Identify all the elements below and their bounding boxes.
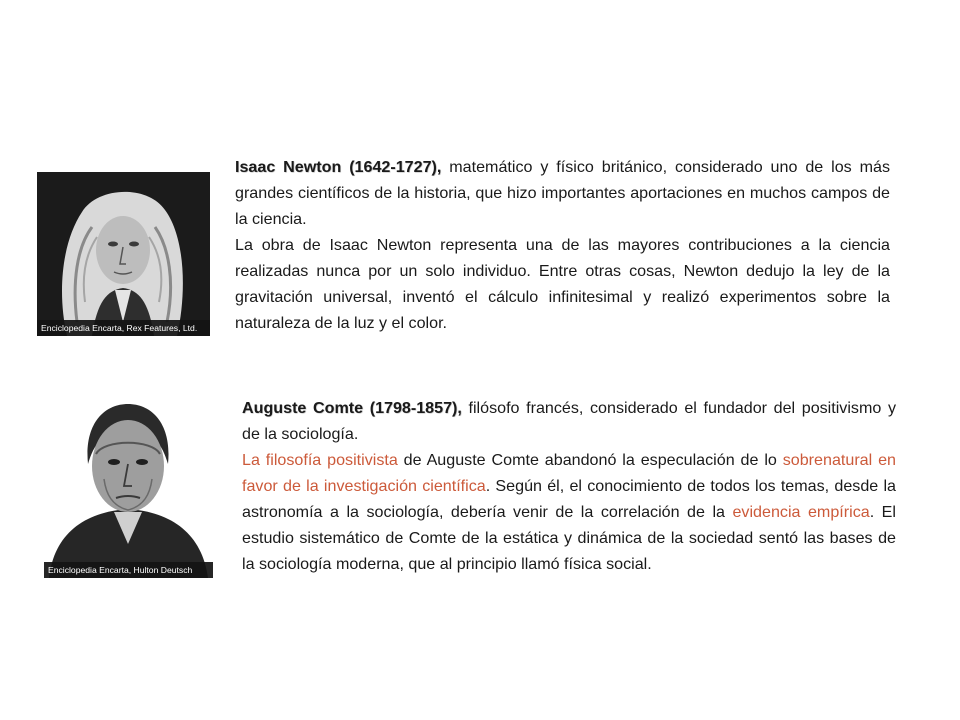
newton-paragraph: La obra de Isaac Newton representa una de las mayores contribuciones a la ciencia realizadas nunca por un solo individuo. Entre otras cosas, Newton dedujo la ley de la gravitación universal, inventó el cálculo infinitesimal y realizó experimentos sobre la naturaleza de la luz y el color. [235,236,890,332]
newton-portrait-illustration [37,172,210,336]
newton-name: Isaac Newton (1642-1727), [235,158,442,176]
comte-portrait-illustration [44,394,213,578]
comte-portrait [44,394,213,578]
comte-text-1: de Auguste Comte abandonó la especulación de lo [397,451,783,469]
positivist-philosophy-highlight: La filosofía positivista [242,451,398,469]
comte-text-block [242,395,896,577]
comte-intro-paragraph [242,395,896,447]
comte-image-caption: Enciclopedia Encarta, Hulton Deutsch [44,562,213,578]
newton-text-block [235,154,890,336]
newton-intro: matemático y físico británico, considerado uno de los más grandes científicos de la historia, que hizo importantes aportaciones en muchos campos de la ciencia. [235,158,891,228]
newton-intro-paragraph [235,154,890,232]
comte-name: Auguste Comte (1798-1857), [242,399,462,417]
newton-image-caption: Enciclopedia Encarta, Rex Features, Ltd. [37,320,210,336]
supernatural-highlight: sobrenatural en favor de la investigación científica [242,451,896,495]
newton-portrait [37,172,210,336]
comte-intro: filósofo francés, considerado el fundador del positivismo y de la sociología. [242,399,897,443]
comte-text-2: . Según él, el conocimiento de todos los temas, desde la astronomía a la sociología, debería venir de la correlación de la [242,477,896,521]
empirical-evidence-highlight: evidencia empírica [732,503,870,521]
comte-paragraph [242,447,896,577]
comte-text-3: . El estudio sistemático de Comte de la estática y dinámica de la sociedad sentó las bases de la sociología moderna, que al principio llamó física social. [242,503,896,573]
